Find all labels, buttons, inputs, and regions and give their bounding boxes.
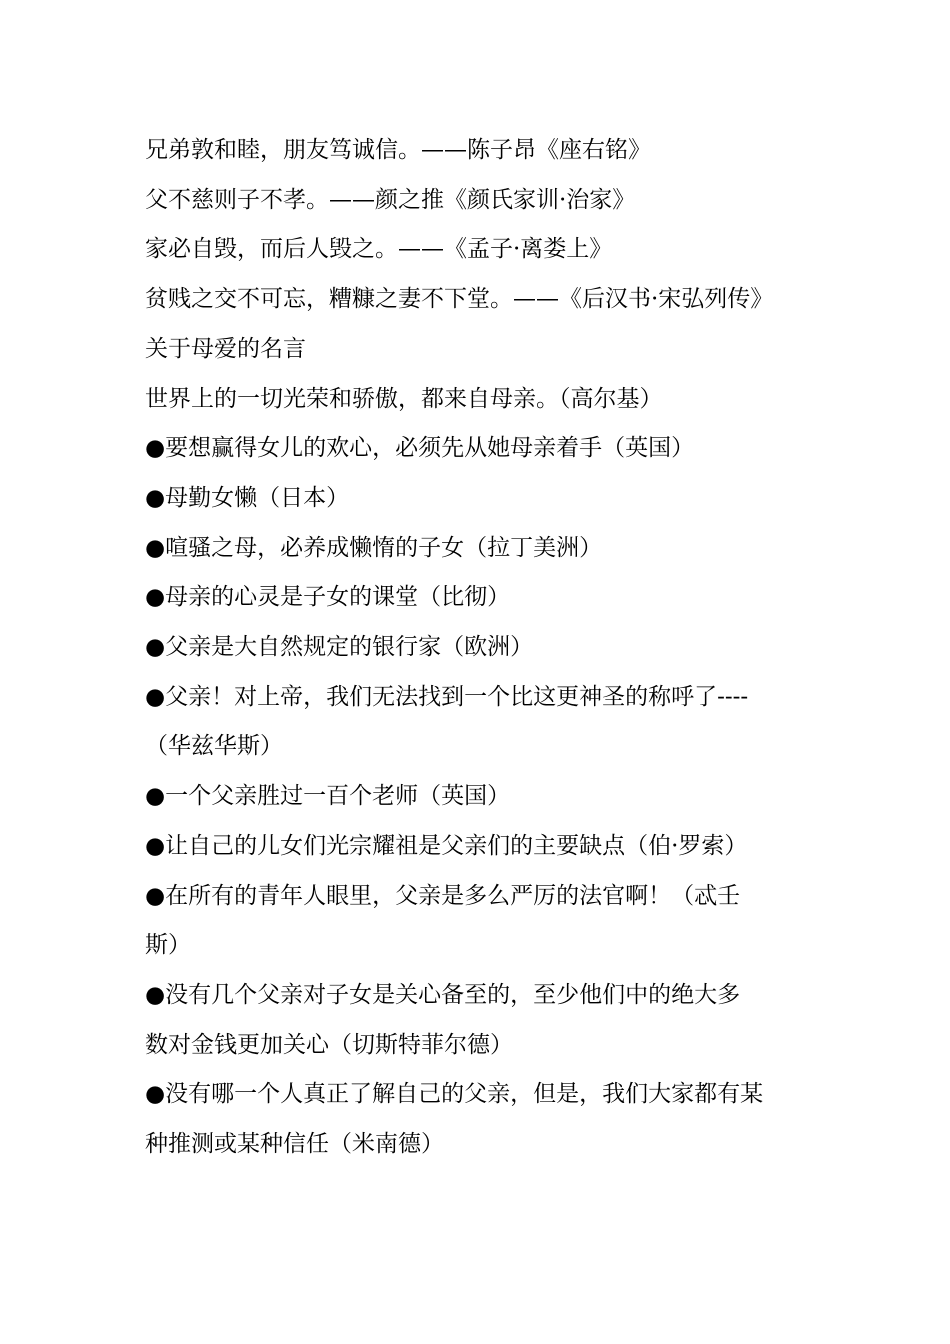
document-body — [145, 126, 810, 1170]
quote-line: 贫贱之交不可忘，糟糠之妻不下堂。——《后汉书·宋弘列传》 — [145, 286, 774, 313]
bullet-quote: ●一个父亲胜过一百个老师（英国） — [145, 783, 511, 810]
quote-line: 家必自毁，而后人毁之。——《孟子·离娄上》 — [145, 236, 613, 263]
bullet-quote-continuation: （华兹华斯） — [145, 733, 283, 760]
bullet-quote: ●父亲！对上帝，我们无法找到一个比这更神圣的称呼了---- — [145, 683, 749, 710]
bullet-quote: ●父亲是大自然规定的银行家（欧洲） — [145, 634, 534, 661]
bullet-quote-continuation: 斯） — [145, 932, 191, 959]
bullet-quote: ●没有几个父亲对子女是关心备至的，至少他们中的绝大多 — [145, 981, 741, 1008]
bullet-quote: ●在所有的青年人眼里，父亲是多么严厉的法官啊！（忒壬 — [145, 882, 741, 909]
bullet-quote: ●母勤女懒（日本） — [145, 484, 350, 511]
quote-line: 兄弟敦和睦，朋友笃诚信。——陈子昂《座右铭》 — [145, 137, 651, 163]
bullet-quote: ●让自己的儿女们光宗耀祖是父亲们的主要缺点（伯·罗索） — [145, 832, 748, 859]
quote-line: 父不慈则子不孝。——颜之推《颜氏家训·治家》 — [145, 186, 636, 213]
bullet-quote: ●没有哪一个人真正了解自己的父亲，但是，我们大家都有某 — [145, 1081, 764, 1108]
bullet-quote: ●母亲的心灵是子女的课堂（比彻） — [145, 584, 511, 611]
bullet-quote-continuation: 种推测或某种信任（米南德） — [145, 1131, 444, 1158]
section-heading: 关于母爱的名言 — [145, 335, 306, 362]
bullet-quote: ●喧骚之母，必养成懒惰的子女（拉丁美洲） — [145, 534, 603, 561]
bullet-quote: ●要想赢得女儿的欢心，必须先从她母亲着手（英国） — [145, 435, 695, 462]
bullet-quote-continuation: 数对金钱更加关心（切斯特菲尔德） — [145, 1031, 513, 1058]
quote-line: 世界上的一切光荣和骄傲，都来自母亲。（高尔基） — [145, 385, 663, 412]
